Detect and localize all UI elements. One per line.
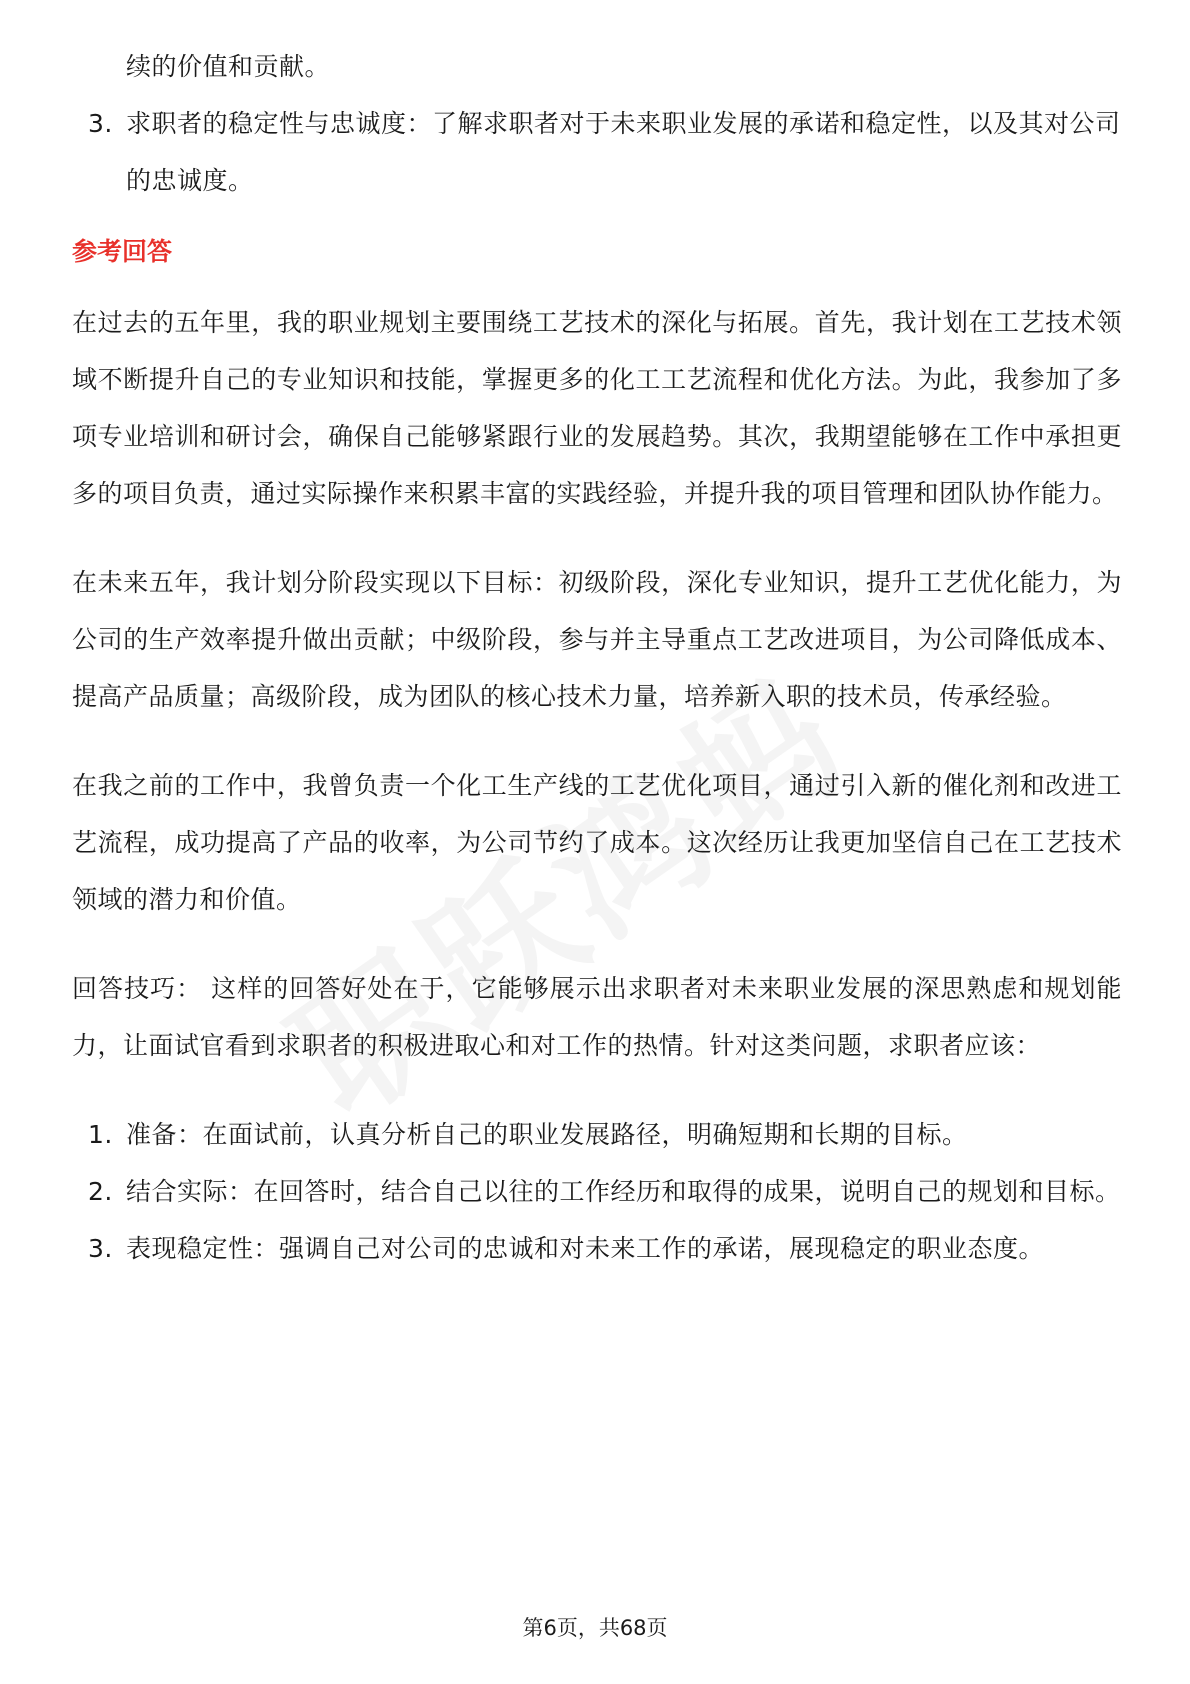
document-page <box>72 38 1122 1277</box>
list-text: 求职者的稳定性与忠诚度：了解求职者对于未来职业发展的承诺和稳定性，以及其对公司的忠诚度。 <box>126 109 1121 195</box>
list-item <box>72 95 1122 209</box>
page-footer: 第6页，共68页 <box>522 1616 668 1640</box>
list-item <box>72 1106 1122 1163</box>
list-text: 准备：在面试前，认真分析自己的职业发展路径，明确短期和长期的目标。 <box>126 1120 968 1149</box>
paragraph: 在我之前的工作中，我曾负责一个化工生产线的工艺优化项目，通过引入新的催化剂和改进工艺流程，成功提高了产品的收率，为公司节约了成本。这次经历让我更加坚信自己在工艺技术领域的潜力和价值。 <box>72 771 1122 914</box>
list-number: 3. <box>88 1234 113 1263</box>
paragraph: 在过去的五年里，我的职业规划主要围绕工艺技术的深化与拓展。首先，我计划在工艺技术领域不断提升自己的专业知识和技能，掌握更多的化工工艺流程和优化方法。为此，我参加了多项专业培训和研讨会，确保自己能够紧跟行业的发展趋势。其次，我期望能够在工作中承担更多的项目负责，通过实际操作来积累丰富的实践经验，并提升我的项目管理和团队协作能力。 <box>72 308 1122 508</box>
paragraph: 回答技巧： 这样的回答好处在于，它能够展示出求职者对未来职业发展的深思熟虑和规划能力，让面试官看到求职者的积极进取心和对工作的热情。针对这类问题，求职者应该： <box>72 974 1122 1060</box>
list-number: 2. <box>88 1177 113 1206</box>
list-text: 结合实际：在回答时，结合自己以往的工作经历和取得的成果，说明自己的规划和目标。 <box>126 1177 1121 1206</box>
list-text: 续的价值和贡献。 <box>126 52 331 81</box>
list-number: 1. <box>88 1120 113 1149</box>
section-heading: 参考回答 <box>72 237 173 266</box>
tips-list <box>72 1106 1122 1277</box>
list-item <box>72 38 1122 95</box>
list-item <box>72 1220 1122 1277</box>
top-list <box>72 38 1122 209</box>
list-item <box>72 1163 1122 1220</box>
paragraph: 在未来五年，我计划分阶段实现以下目标：初级阶段，深化专业知识，提升工艺优化能力，为公司的生产效率提升做出贡献；中级阶段，参与并主导重点工艺改进项目，为公司降低成本、提高产品质量；高级阶段，成为团队的核心技术力量，培养新入职的技术员，传承经验。 <box>72 568 1122 711</box>
list-text: 表现稳定性：强调自己对公司的忠诚和对未来工作的承诺，展现稳定的职业态度。 <box>126 1234 1045 1263</box>
list-number: 3. <box>88 109 113 138</box>
